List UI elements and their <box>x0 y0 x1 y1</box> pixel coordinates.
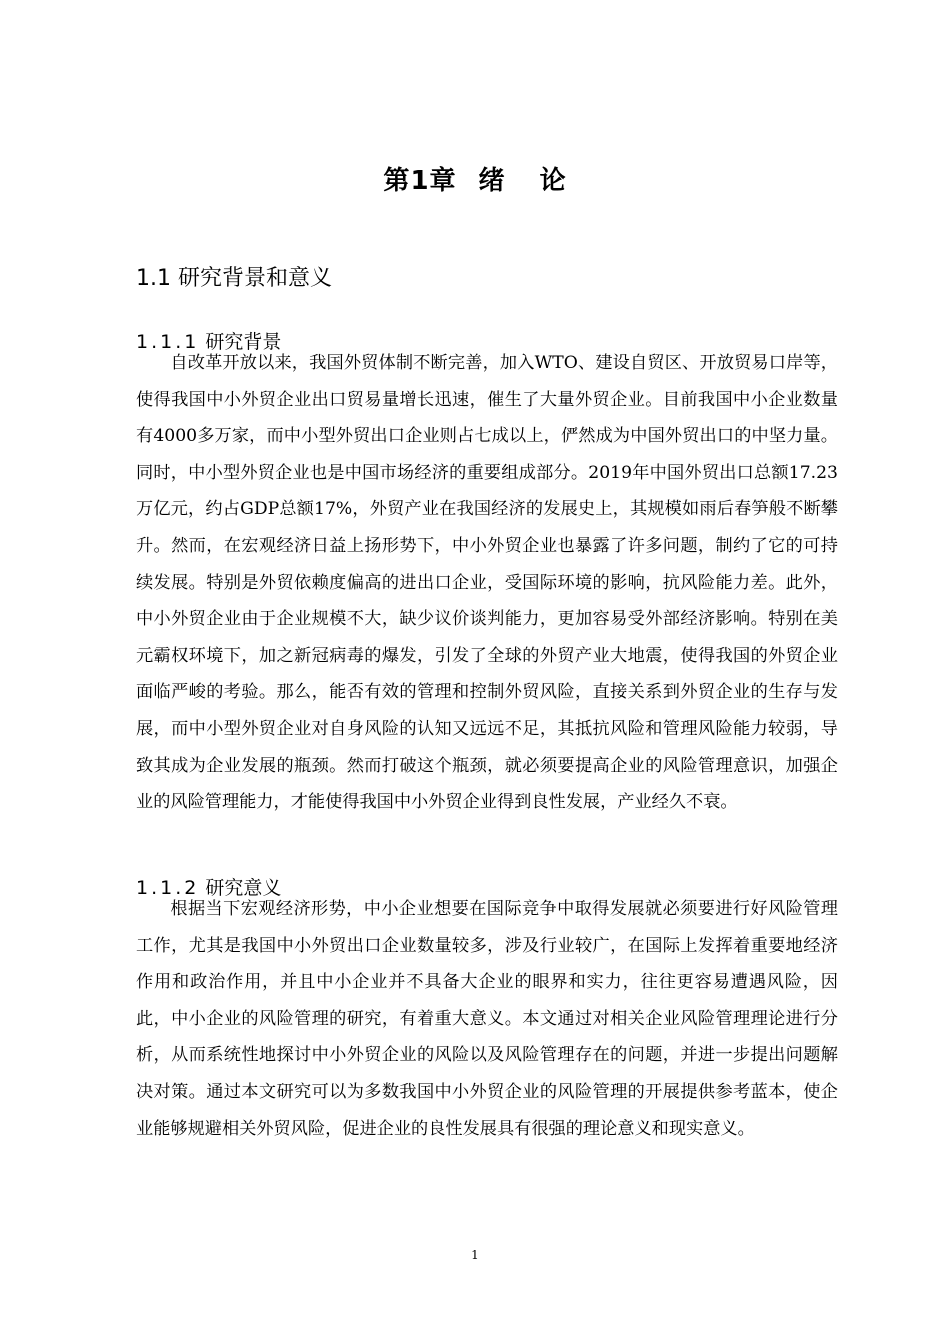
page-number: 1 <box>471 1248 479 1262</box>
chapter-prefix: 第 <box>383 166 411 196</box>
research-background-paragraph: 自改革开放以来，我国外贸体制不断完善，加入WTO、建设自贸区、开放贸易口岸等，使得我国中小外贸企业出口贸易量增长迅速，催生了大量外贸企业。目前我国中小企业数量有4000多万家，而中小型外贸出口企业则占七成以上，俨然成为中国外贸出口的中坚力量。同时，中小型外贸企业也是中国市场经济的重要组成部分。2019年中国外贸出口总额17.23万亿元，约占GDP总额17%，外贸产业在我国经济的发展史上，其规模如雨后春笋般不断攀升。然而，在宏观经济日益上扬形势下，中小外贸企业也暴露了许多问题，制约了它的可持续发展。特别是外贸依赖度偏高的进出口企业，受国际环境的影响，抗风险能力差。此外，中小外贸企业由于企业规模不大，缺少议价谈判能力，更加容易受外部经济影响。特别在美元霸权环境下，加之新冠病毒的爆发，引发了全球的外贸产业大地震，使得我国的外贸企业面临严峻的考验。那么，能否有效的管理和控制外贸风险，直接关系到外贸企业的生存与发展，而中小型外贸企业对自身风险的认知又远远不足，其抵抗风险和管理风险能力较弱，导致其成为企业发展的瓶颈。然而打破这个瓶颈，就必须要提高企业的风险管理意识，加强企业的风险管理能力，才能使得我国中小外贸企业得到良性发展，产业经久不衰。 <box>136 353 838 813</box>
section-heading-1-1: 1.1 研究背景和意义 <box>136 266 332 291</box>
chapter-title <box>0 160 950 197</box>
chapter-word-2: 论 <box>539 166 567 196</box>
section-title: 研究意义 <box>205 877 282 899</box>
research-significance-paragraph: 根据当下宏观经济形势，中小企业想要在国际竞争中取得发展就必须要进行好风险管理工作，尤其是我国中小外贸出口企业数量较多，涉及行业较广，在国际上发挥着重要地经济作用和政治作用，并且中小企业并不具备大企业的眼界和实力，往往更容易遭遇风险，因此，中小企业的风险管理的研究，有着重大意义。本文通过对相关企业风险管理理论进行分析，从而系统性地探讨中小外贸企业的风险以及风险管理存在的问题，并进一步提出问题解决对策。通过本文研究可以为多数我国中小外贸企业的风险管理的开展提供参考蓝本，使企业能够规避相关外贸风险，促进企业的良性发展具有很强的理论意义和现实意义。 <box>136 899 838 1139</box>
section-title: 研究背景 <box>205 331 282 353</box>
chapter-word-1: 绪 <box>478 166 506 196</box>
section-number: 1.1.1 <box>136 331 200 353</box>
chapter-suffix: 章 <box>429 166 457 196</box>
section-number: 1.1.2 <box>136 877 200 899</box>
chapter-number: 1 <box>410 166 430 196</box>
